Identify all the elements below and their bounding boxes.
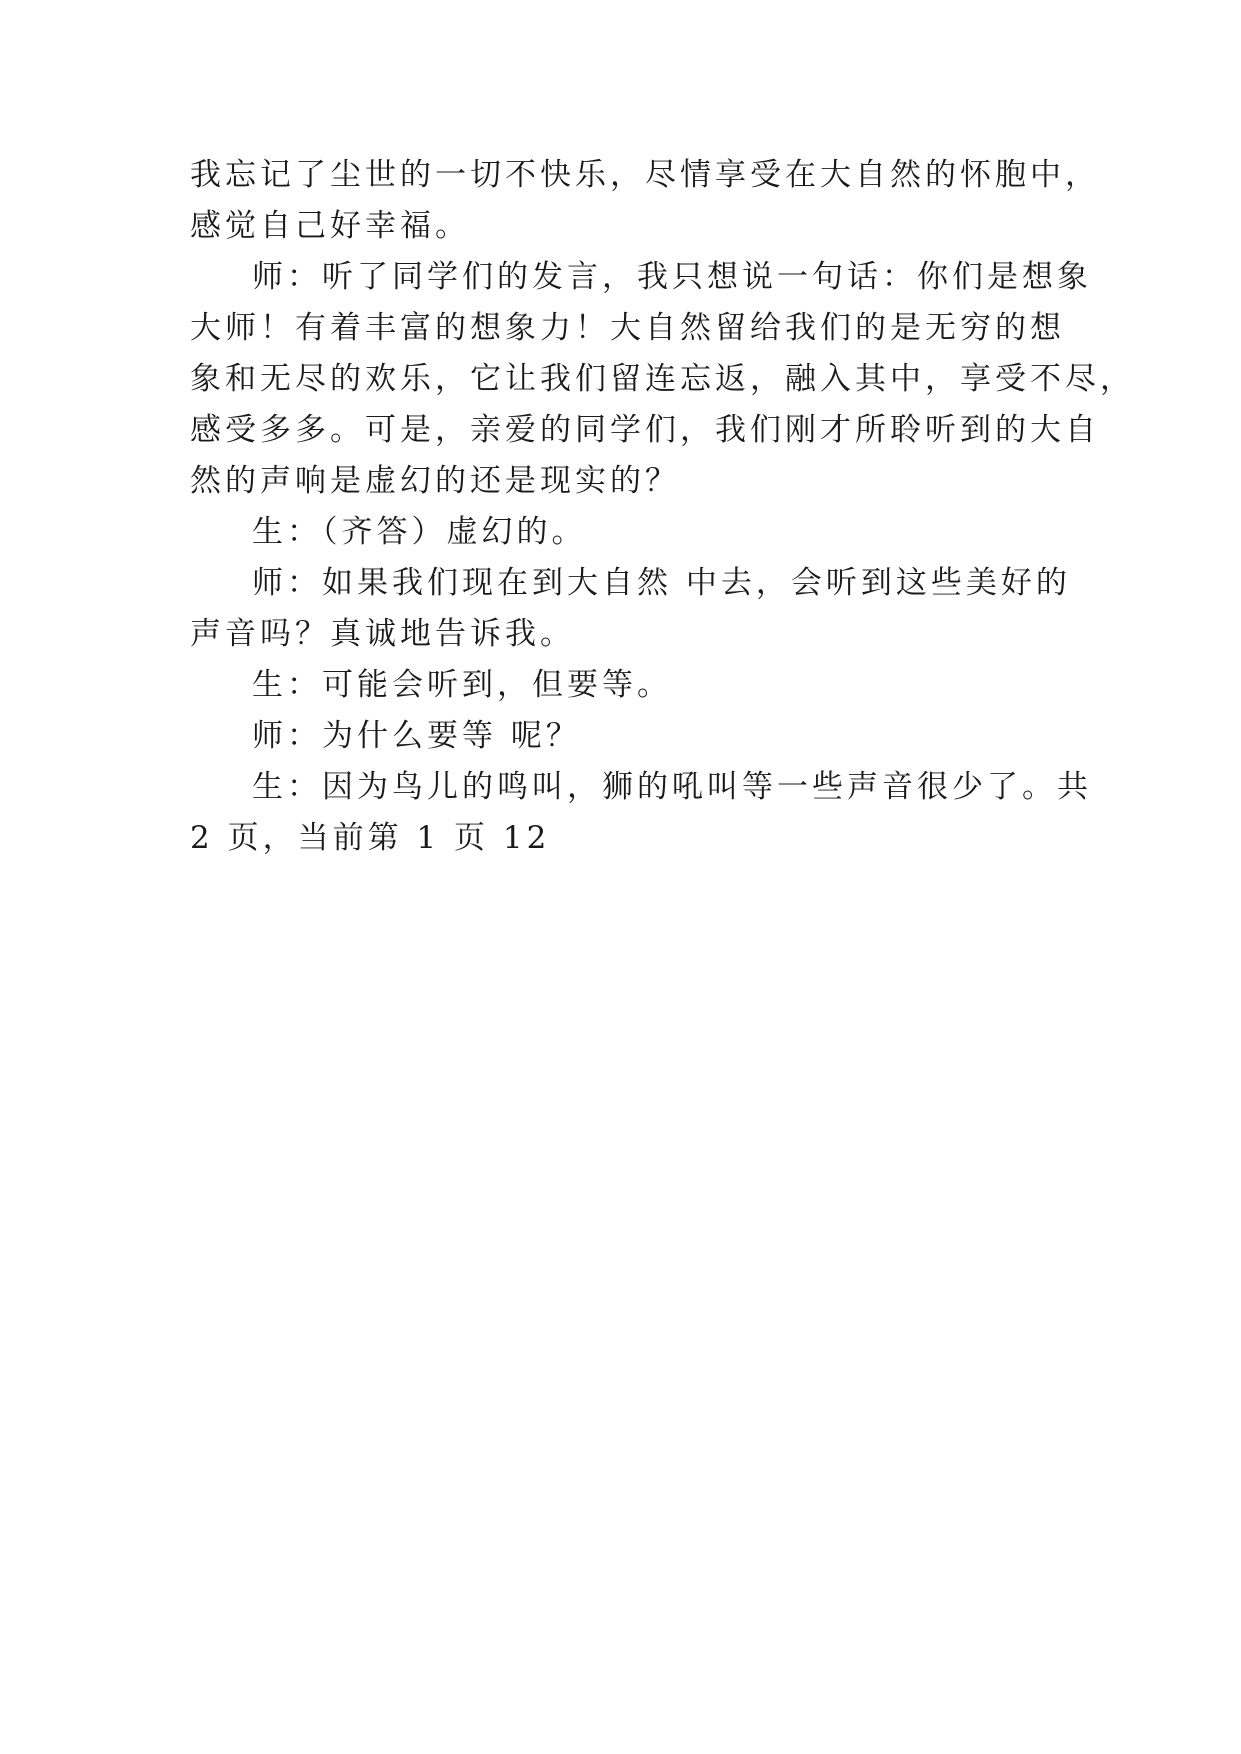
text-line: 然的声响是虚幻的还是现实的？ — [190, 463, 680, 499]
text-line: 感觉自己好幸福。 — [190, 208, 470, 244]
text-line: 生：（齐答）虚幻的。 — [252, 514, 587, 550]
page-footer-text: 2 页，当前第 1 页 12 — [190, 820, 551, 856]
text-line: 师：如果我们现在到大自然 中去，会听到这些美好的 — [252, 565, 1071, 601]
text-line: 生：可能会听到，但要等。 — [252, 667, 672, 703]
text-line: 象和无尽的欢乐，它让我们留连忘返，融入其中，享受不尽， — [190, 361, 1135, 397]
text-line: 师：为什么要等 呢？ — [252, 718, 581, 754]
text-line: 声音吗？真诚地告诉我。 — [190, 616, 575, 652]
text-line: 我忘记了尘世的一切不快乐，尽情享受在大自然的怀胞中， — [190, 157, 1100, 193]
text-line: 师：听了同学们的发言，我只想说一句话：你们是想象 — [252, 259, 1092, 295]
text-line: 生：因为鸟儿的鸣叫，狮的吼叫等一些声音很少了。共 — [252, 769, 1092, 805]
text-line: 感受多多。可是，亲爱的同学们，我们刚才所聆听到的大自 — [190, 412, 1100, 448]
text-line: 大师！有着丰富的想象力！大自然留给我们的是无穷的想 — [190, 310, 1065, 346]
